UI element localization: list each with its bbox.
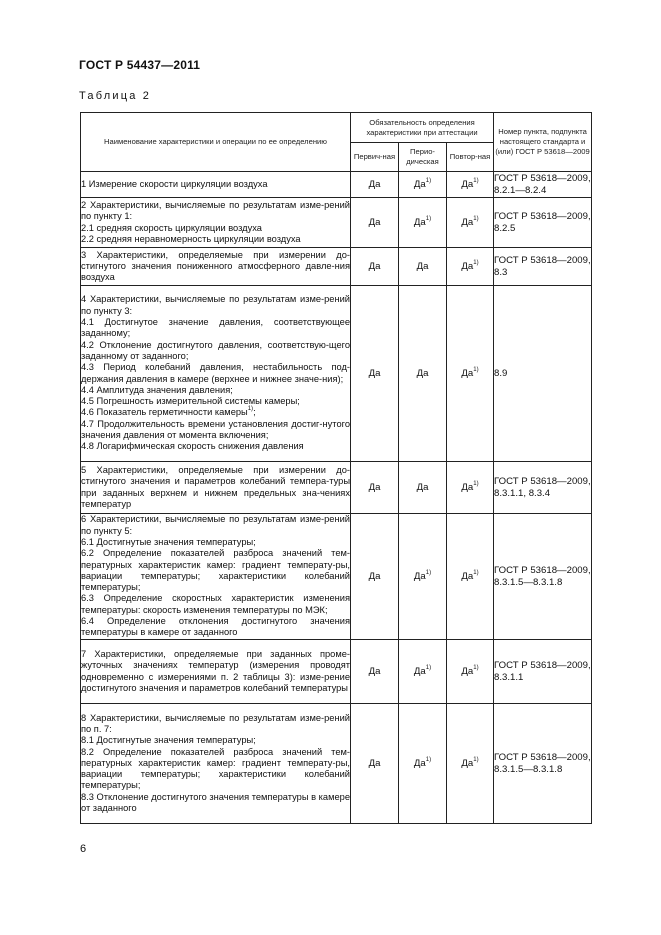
footnote-mark: 1)	[473, 366, 479, 373]
cell-reference: ГОСТ Р 53618—2009, 8.3.1.5—8.3.1.8	[494, 514, 592, 640]
repeated-value: Да	[461, 179, 474, 190]
cell-repeated	[447, 514, 494, 640]
cell-primary	[351, 248, 399, 286]
cell-reference: ГОСТ Р 53618—2009, 8.2.5	[494, 198, 592, 248]
row-description	[81, 172, 351, 198]
footnote-mark: 1)	[473, 480, 479, 487]
primary-value: Да	[368, 217, 381, 228]
cell-periodic	[399, 286, 447, 462]
description-line: 4.3 Период колебаний давления, нестабильность под-держания давления в камере (верхнее и нижнее значе-ния);	[81, 362, 350, 384]
periodic-value: Да	[413, 666, 426, 677]
primary-value: Да	[368, 666, 381, 677]
description-line: 8 Характеристики, вычисляемые по результатам изме-рений по п. 7:	[81, 712, 350, 734]
description-line: 4.8 Логарифмическая скорость снижения давления	[81, 441, 304, 452]
footnote-mark: 1)	[425, 215, 432, 222]
description-line: 8.3 Отклонение достигнутого значения температуры в камере от заданного	[81, 791, 350, 814]
description-line: 4 Характеристики, вычисляемые по результатам изме-рений по пункту 3:	[81, 294, 350, 316]
description-line: 2 Характеристики, вычисляемые по результатам изме-рений по пункту 1:	[81, 199, 350, 222]
table-caption: Таблица 2	[79, 90, 152, 102]
cell-reference: 8.9	[494, 286, 592, 462]
row-description	[81, 704, 351, 824]
footnote-mark: 1)	[473, 259, 479, 266]
header-obligatory: Обязательность определения характеристики при аттестации	[351, 113, 494, 143]
footnote-mark: 1)	[473, 664, 479, 671]
cell-periodic	[399, 462, 447, 514]
repeated-value: Да	[461, 217, 474, 228]
cell-periodic	[399, 514, 447, 640]
cell-periodic	[399, 640, 447, 704]
footnote-mark: 1)	[473, 215, 479, 222]
description-line: 1 Измерение скорости циркуляции воздуха	[81, 178, 268, 189]
primary-value: Да	[368, 571, 381, 582]
footnote-mark: 1)	[473, 177, 479, 184]
cell-primary	[351, 514, 399, 640]
description-line: 8.1 Достигнутые значения температуры;	[81, 735, 256, 746]
description-text: 4.6 Показатель герметичности камеры	[81, 407, 248, 418]
cell-repeated	[447, 286, 494, 462]
footnote-mark: 1)	[473, 569, 479, 576]
repeated-value: Да	[461, 482, 474, 493]
footnote-mark: 1)	[473, 756, 479, 763]
footnote-mark: 1)	[425, 664, 432, 671]
description-line: 4.5 Погрешность измерительной системы камеры;	[81, 396, 300, 407]
cell-repeated	[447, 640, 494, 704]
periodic-value: Да	[413, 758, 426, 769]
table-body	[81, 172, 592, 824]
punctuation: ;	[253, 407, 256, 418]
periodic-value: Да	[416, 261, 429, 272]
footnote-mark: 1)	[425, 177, 432, 184]
footnote-mark: 1)	[425, 756, 432, 763]
header-periodic: Перио-дическая	[399, 143, 447, 172]
description-line: 3 Характеристики, определяемые при измерении до-стигнутого значения пониженного атмосферного давле-ния воздуха	[81, 249, 350, 283]
footnote-mark: 1)	[425, 569, 432, 576]
cell-primary	[351, 462, 399, 514]
requirements-table	[80, 112, 592, 824]
row-description	[81, 286, 351, 462]
primary-value: Да	[368, 179, 381, 190]
periodic-value: Да	[413, 571, 426, 582]
primary-value: Да	[368, 758, 381, 769]
cell-primary	[351, 172, 399, 198]
table-row	[81, 172, 592, 198]
row-description	[81, 198, 351, 248]
periodic-value: Да	[413, 179, 426, 190]
cell-primary	[351, 286, 399, 462]
description-line: 6.2 Определение показателей разброса значений тем-пературных характеристик камер: градиент температу-ры, вариации температуры; характеристики колебаний температуры;	[81, 548, 350, 593]
cell-primary	[351, 640, 399, 704]
cell-reference: ГОСТ Р 53618—2009, 8.3.1.1	[494, 640, 592, 704]
description-line: 6.1 Достигнутые значения температуры;	[81, 536, 256, 547]
primary-value: Да	[368, 482, 381, 493]
cell-reference: ГОСТ Р 53618—2009, 8.3.1.1, 8.3.4	[494, 462, 592, 514]
row-description	[81, 462, 351, 514]
description-line: 6.3 Определение скоростных характеристик изменения температуры: скорость изменения температуры по МЭК;	[81, 593, 350, 615]
primary-value: Да	[368, 261, 381, 272]
cell-repeated	[447, 198, 494, 248]
cell-periodic	[399, 172, 447, 198]
row-description	[81, 248, 351, 286]
description-line: 6.4 Определение отклонения достигнутого значения температуры в камере от заданного	[81, 616, 350, 638]
description-line: 7 Характеристики, определяемые при заданных проме-жуточных значениях температур (измерения проводят одновременно с измерениями п. 2 таблицы 3): изме-рение достигнутого значения и параметров колебаний температуры	[81, 648, 350, 693]
periodic-value: Да	[416, 368, 429, 379]
header-name: Наименование характеристики и операции по ее определению	[81, 113, 351, 172]
row-description	[81, 640, 351, 704]
table-row	[81, 286, 592, 462]
cell-repeated	[447, 172, 494, 198]
cell-primary	[351, 198, 399, 248]
header-reference: Номер пункта, подпункта настоящего стандарта и (или) ГОСТ Р 53618—2009	[494, 113, 592, 172]
table-row	[81, 462, 592, 514]
repeated-value: Да	[461, 571, 474, 582]
cell-reference: ГОСТ Р 53618—2009, 8.3.1.5—8.3.1.8	[494, 704, 592, 824]
table-row	[81, 640, 592, 704]
primary-value: Да	[368, 368, 381, 379]
page-number: 6	[80, 843, 87, 855]
cell-primary	[351, 704, 399, 824]
cell-periodic	[399, 248, 447, 286]
table-row	[81, 514, 592, 640]
periodic-value: Да	[413, 217, 426, 228]
description-line: 2.1 средняя скорость циркуляции воздуха	[81, 222, 262, 233]
header-repeated: Повтор-ная	[447, 143, 494, 172]
description-line: 2.2 средняя неравномерность циркуляции воздуха	[81, 233, 301, 244]
description-line: 5 Характеристики, определяемые при измерении до-стигнутого значения и параметров колебаний темпера-туры при заданных верхнем и нижнем предельных зна-чениях температур	[81, 464, 350, 509]
table-row	[81, 248, 592, 286]
cell-reference: ГОСТ Р 53618—2009, 8.2.1—8.2.4	[494, 172, 591, 196]
description-line: 8.2 Определение показателей разброса значений тем-пературных характеристик камер: градиент температу-ры, вариации температуры; характеристики колебаний температуры;	[81, 746, 350, 791]
periodic-value: Да	[416, 482, 429, 493]
row-description	[81, 514, 351, 640]
description-line: 4.2 Отклонение достигнутого давления, соответствую-щего заданному от заданного;	[81, 339, 350, 361]
cell-periodic	[399, 198, 447, 248]
table-row	[81, 198, 592, 248]
document-code: ГОСТ Р 54437—2011	[79, 58, 201, 72]
cell-repeated	[447, 704, 494, 824]
description-line: 6 Характеристики, вычисляемые по результатам изме-рений по пункту 5:	[81, 514, 350, 536]
cell-periodic	[399, 704, 447, 824]
description-line	[81, 407, 350, 418]
repeated-value: Да	[461, 758, 474, 769]
repeated-value: Да	[461, 666, 474, 677]
description-line: 4.1 Достигнутое значение давления, соответствующее заданному;	[81, 317, 350, 339]
cell-reference: ГОСТ Р 53618—2009, 8.3	[494, 248, 592, 286]
description-line: 4.4 Амплитуда значения давления;	[81, 384, 233, 395]
header-primary: Первич-ная	[351, 143, 399, 172]
table-head	[81, 113, 592, 172]
footnote-mark: 1)	[247, 406, 254, 413]
repeated-value: Да	[461, 368, 474, 379]
repeated-value: Да	[461, 261, 474, 272]
cell-repeated	[447, 248, 494, 286]
cell-repeated	[447, 462, 494, 514]
description-line: 4.7 Продолжительность времени установления достиг-нутого значения давления от момента включения;	[81, 418, 350, 440]
table-row	[81, 704, 592, 824]
